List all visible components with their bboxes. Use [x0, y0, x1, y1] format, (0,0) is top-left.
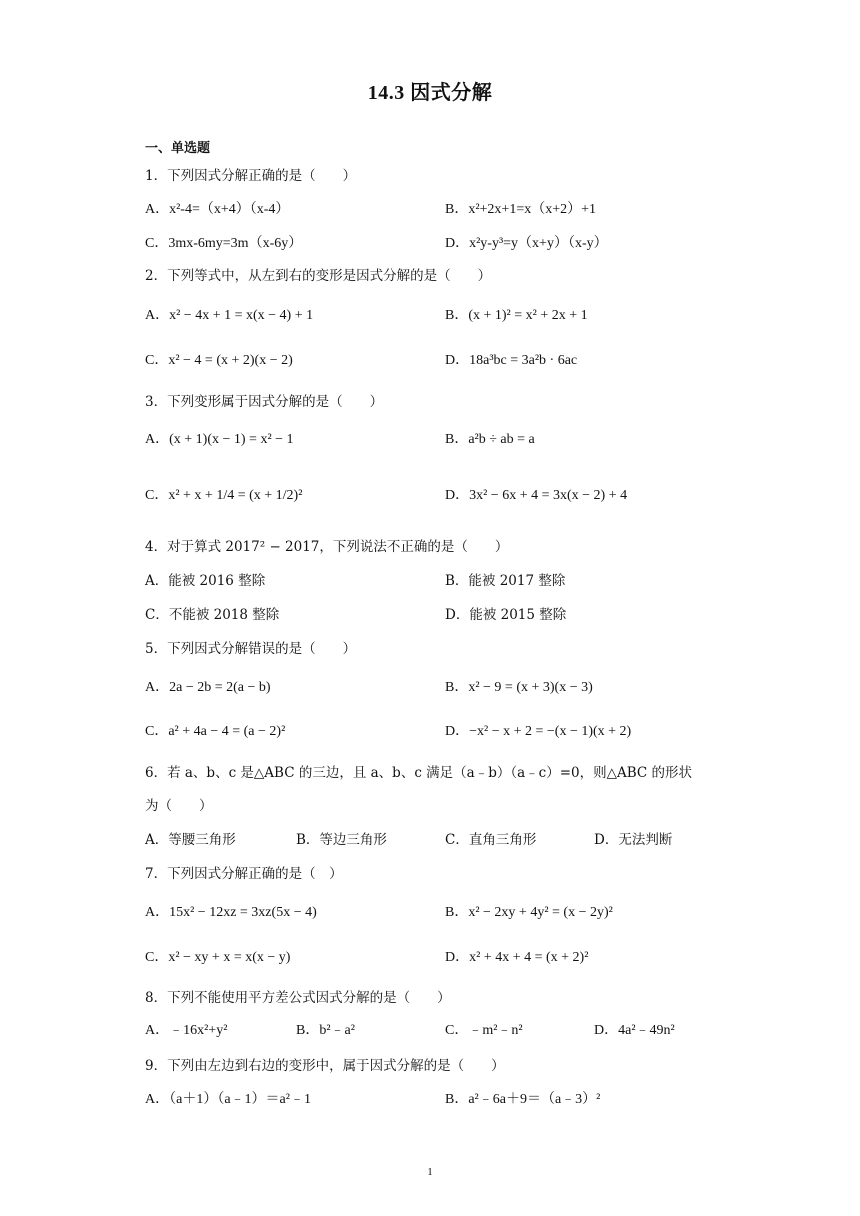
question-6-option-a: A．等腰三角形 [145, 832, 236, 848]
question-1-stem: 1．下列因式分解正确的是（ ） [145, 168, 357, 184]
page-title: 14.3 因式分解 [367, 82, 493, 104]
question-8-option-a: A．﹣16x²+y² [145, 1023, 228, 1038]
question-5-option-b: B．x² − 9 = (x + 3)(x − 3) [445, 680, 593, 695]
question-3-option-b: B．a²b ÷ ab = a [445, 432, 535, 447]
question-2-option-c: C．x² − 4 = (x + 2)(x − 2) [145, 353, 293, 368]
question-2-option-a: A．x² − 4x + 1 = x(x − 4) + 1 [145, 308, 314, 323]
question-2-option-b: B．(x + 1)² = x² + 2x + 1 [445, 308, 588, 323]
question-8-option-b: B．b²﹣a² [296, 1023, 355, 1038]
question-8-stem: 8．下列不能使用平方差公式因式分解的是（ ） [145, 990, 451, 1006]
question-1-option-c: C．3mx-6my=3m（x-6y） [145, 236, 303, 251]
question-6-option-b: B．等边三角形 [296, 832, 387, 848]
question-4-option-c: C．不能被 2018 整除 [145, 607, 280, 623]
question-3-option-a: A．(x + 1)(x − 1) = x² − 1 [145, 432, 294, 447]
question-4-option-d: D．能被 2015 整除 [445, 607, 567, 623]
question-1-option-b: B．x²+2x+1=x（x+2）+1 [445, 202, 597, 217]
question-3-option-d: D．3x² − 6x + 4 = 3x(x − 2) + 4 [445, 488, 628, 503]
question-6-option-c: C．直角三角形 [445, 832, 537, 848]
question-7-option-d: D．x² + 4x + 4 = (x + 2)² [445, 950, 589, 965]
question-9-option-b: B．a²﹣6a＋9＝（a﹣3）² [445, 1092, 601, 1107]
question-4-stem: 4．对于算式 2017² − 2017，下列说法不正确的是（ ） [145, 539, 509, 555]
question-2-stem: 2．下列等式中，从左到右的变形是因式分解的是（ ） [145, 268, 492, 284]
question-5-option-c: C．a² + 4a − 4 = (a − 2)² [145, 724, 286, 739]
question-9-stem: 9．下列由左边到右边的变形中，属于因式分解的是（ ） [145, 1058, 505, 1074]
question-6-stem-line2: 为（ ） [145, 798, 213, 814]
question-9-option-a: A．（a＋1）（a﹣1）＝a²﹣1 [145, 1092, 311, 1107]
question-3-stem: 3．下列变形属于因式分解的是（ ） [145, 394, 384, 410]
question-7-option-c: C．x² − xy + x = x(x − y) [145, 950, 291, 965]
question-8-option-d: D．4a²﹣49n² [594, 1023, 675, 1038]
page-number: 1 [427, 1166, 433, 1178]
section-heading: 一、单选题 [145, 141, 211, 156]
question-3-option-c: C．x² + x + 1/4 = (x + 1/2)² [145, 488, 303, 503]
question-1-option-d: D．x²y-y³=y（x+y）（x-y） [445, 236, 608, 251]
question-7-stem: 7．下列因式分解正确的是（ ） [145, 866, 343, 882]
question-7-option-a: A．15x² − 12xz = 3xz(5x − 4) [145, 905, 317, 920]
question-7-option-b: B．x² − 2xy + 4y² = (x − 2y)² [445, 905, 613, 920]
question-4-option-b: B．能被 2017 整除 [445, 573, 566, 589]
question-6-stem-line1: 6．若 a、b、c 是△ABC 的三边，且 a、b、c 满足（a﹣b）（a﹣c）=0，则△ABC 的形状 [145, 765, 693, 781]
question-1-option-a: A．x²-4=（x+4）（x-4） [145, 202, 290, 217]
question-6-option-d: D．无法判断 [594, 832, 673, 848]
question-5-option-a: A．2a − 2b = 2(a − b) [145, 680, 271, 695]
question-8-option-c: C．﹣m²﹣n² [445, 1023, 523, 1038]
question-5-option-d: D．−x² − x + 2 = −(x − 1)(x + 2) [445, 724, 632, 739]
question-4-option-a: A．能被 2016 整除 [145, 573, 266, 589]
question-5-stem: 5．下列因式分解错误的是（ ） [145, 641, 357, 657]
question-2-option-d: D．18a³bc = 3a²b · 6ac [445, 353, 578, 368]
